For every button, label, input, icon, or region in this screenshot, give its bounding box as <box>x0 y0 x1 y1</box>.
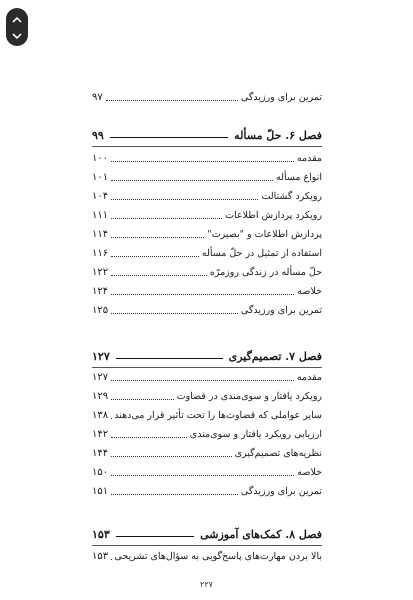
toc-entry-page: ۱۴۲ <box>92 428 109 440</box>
toc-entry-label: خلاصه <box>297 466 322 478</box>
toc-entry[interactable] <box>92 283 322 299</box>
toc-entry-page: ۹۷ <box>92 91 103 103</box>
toc-entry-label: بالا بردن مهارت‌های پاسخ‌گویی به سؤال‌های تشریحی <box>114 550 322 562</box>
chapter-heading[interactable] <box>92 347 322 365</box>
chapter-heading[interactable] <box>92 126 322 144</box>
divider <box>92 545 322 546</box>
leader-dots <box>111 174 273 181</box>
leader-dots <box>111 269 207 276</box>
toc-entry[interactable] <box>92 226 322 242</box>
leader-dots <box>111 231 204 238</box>
toc-entry-label: انواع مسأله <box>276 171 322 183</box>
chapter-page: ۹۹ <box>92 128 104 142</box>
toc-entry[interactable] <box>92 548 322 564</box>
leader-dots <box>111 288 294 295</box>
toc-entry-page: ۱۵۳ <box>92 550 109 562</box>
toc-entry[interactable] <box>92 426 322 442</box>
divider <box>92 146 322 147</box>
toc-entry-label: تمرین برای ورزیدگی <box>240 91 322 103</box>
toc-entry-page: ۱۲۴ <box>92 285 109 297</box>
toc-entry[interactable] <box>92 207 322 223</box>
toc-entry-label: نظریه‌های تصمیم‌گیری <box>234 447 322 459</box>
chapter-title: فصل ۶. حلّ مسأله <box>234 128 322 142</box>
leader-dots <box>111 193 258 200</box>
leader-dots <box>111 450 231 457</box>
chapter-page: ۱۲۷ <box>92 349 110 363</box>
leader-dots <box>111 431 187 438</box>
leader-dots <box>111 212 222 219</box>
leader-dots <box>111 155 294 162</box>
toc-entry-page: ۱۲۵ <box>92 304 109 316</box>
toc-entry[interactable] <box>92 302 322 318</box>
page-footer: ۲۲۷ <box>200 580 213 589</box>
toc-entry-label: خلاصه <box>297 285 322 297</box>
toc-entry-page: ۱۰۰ <box>92 152 109 164</box>
toc-entry[interactable] <box>92 445 322 461</box>
toc-entry-label: تمرین برای ورزیدگی <box>240 304 322 316</box>
toc-entry-label: پردازش اطلاعات و "بصیرت" <box>207 228 322 240</box>
toc-entry-label: سایر عواملی که قضاوت‌ها را تحت تأثیر قرار می‌دهند <box>114 409 322 421</box>
leader-dots <box>111 393 174 400</box>
toc-entry[interactable] <box>92 245 322 261</box>
toc-entry-label: رویکرد گشتالت <box>261 190 322 202</box>
toc-entry-label: رویکرد یافتار و سوی‌مندی در قضاوت <box>176 390 322 402</box>
chapter-heading[interactable] <box>92 525 322 543</box>
toc-entry-label: حلّ مسأله در زندگی روزمرّه <box>209 266 322 278</box>
toc-entry-label: استفاده از تمثیل در حلّ مسأله <box>201 247 322 259</box>
toc-entry[interactable] <box>92 464 322 480</box>
toc-entry[interactable] <box>92 369 322 385</box>
toc-entry-page: ۱۱۴ <box>92 228 109 240</box>
toc-entry-page: ۱۰۱ <box>92 171 109 183</box>
divider <box>92 367 322 368</box>
leader-dots <box>111 307 238 314</box>
toc-entry-label: مقدمه <box>296 152 322 164</box>
toc-entry-label: ارزیابی رویکرد یافتار و سوی‌مندی <box>189 428 322 440</box>
toc-entry[interactable] <box>92 388 322 404</box>
leader-dots <box>106 94 238 101</box>
toc-entry-page: ۱۲۹ <box>92 390 109 402</box>
toc-entry[interactable] <box>92 150 322 166</box>
toc-entry[interactable] <box>92 264 322 280</box>
toc-entry[interactable] <box>92 169 322 185</box>
leader-dots <box>111 469 294 476</box>
leader-dots <box>111 488 238 495</box>
chapter-title: فصل ۷. تصمیم‌گیری <box>228 349 322 363</box>
leader-dots <box>111 374 294 381</box>
toc-entry-page: ۱۲۷ <box>92 371 109 383</box>
toc-entry-page: ۱۰۴ <box>92 190 109 202</box>
toc-entry-page: ۱۵۱ <box>92 485 109 497</box>
toc-entry-page: ۱۴۴ <box>92 447 109 459</box>
chapter-page: ۱۵۳ <box>92 527 110 541</box>
toc-entry-page: ۱۳۸ <box>92 409 109 421</box>
toc-entry[interactable] <box>92 89 322 105</box>
chapter-rule <box>116 532 194 537</box>
toc-entry-label: تمرین برای ورزیدگی <box>240 485 322 497</box>
toc-entry[interactable] <box>92 407 322 423</box>
toc-entry-page: ۱۱۶ <box>92 247 109 259</box>
leader-dots <box>111 250 199 257</box>
chapter-rule <box>116 354 223 359</box>
toc-entry-label: مقدمه <box>296 371 322 383</box>
toc-entry-label: رویکرد پردازش اطلاعات <box>225 209 322 221</box>
toc-entry[interactable] <box>92 483 322 499</box>
toc-entry-page: ۱۵۰ <box>92 466 109 478</box>
toc-entry-page: ۱۲۲ <box>92 266 109 278</box>
chapter-rule <box>110 133 228 138</box>
chapter-title: فصل ۸. کمک‌های آموزشی <box>200 527 322 541</box>
toc-entry-page: ۱۱۱ <box>92 209 109 221</box>
toc-entry[interactable] <box>92 188 322 204</box>
